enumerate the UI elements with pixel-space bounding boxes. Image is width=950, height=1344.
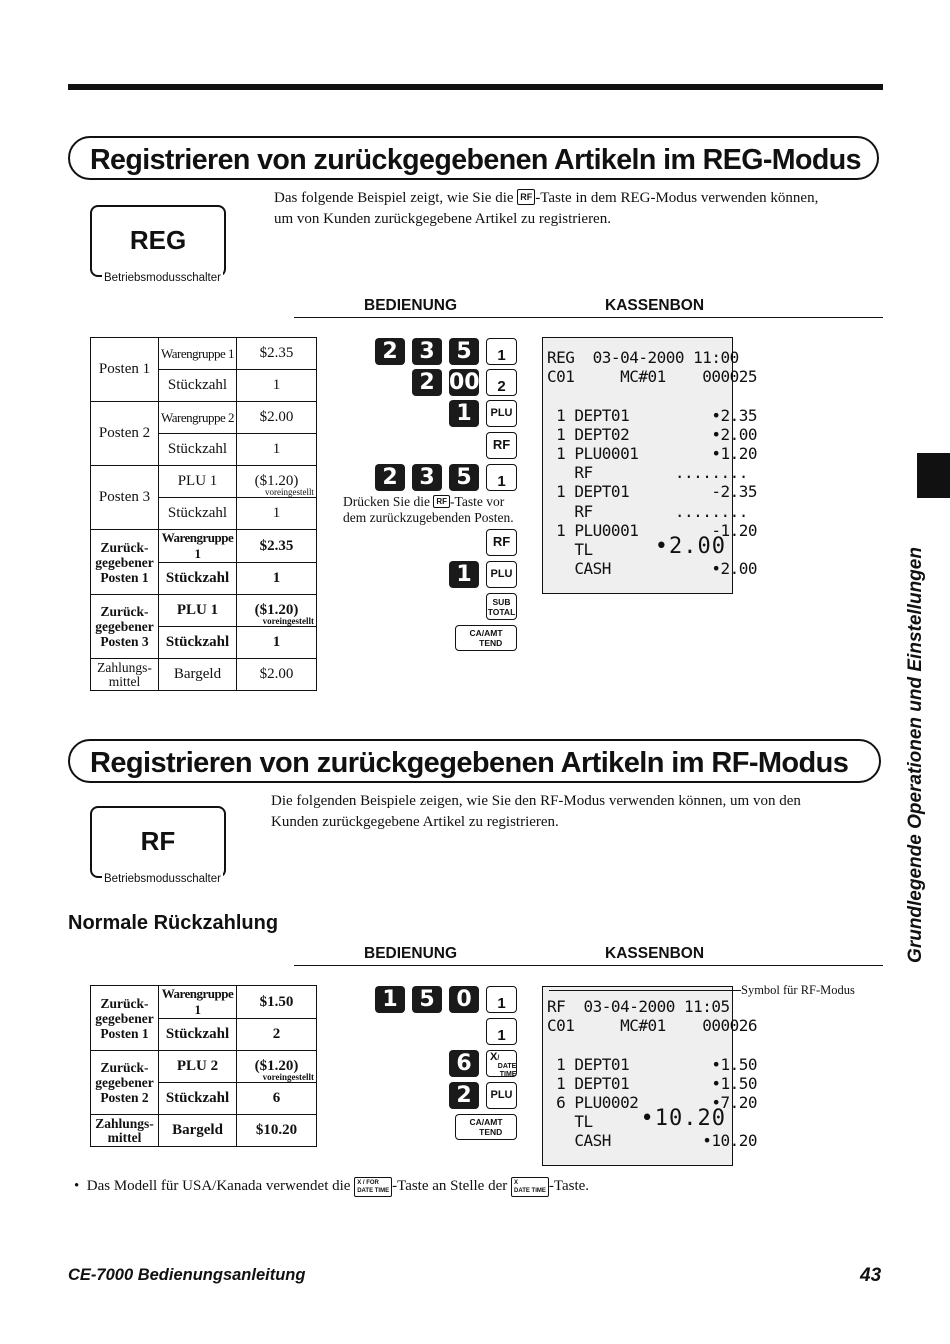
preset-note: voreingestellt <box>262 616 314 626</box>
table-cell: Posten 3 <box>91 466 159 530</box>
page-number: 43 <box>860 1265 882 1286</box>
key-text: DATE TIME <box>357 1188 390 1194</box>
price: ($1.20) <box>254 602 299 618</box>
table-cell: 6 <box>237 1083 317 1115</box>
receipt-line: RF ........ <box>547 501 748 521</box>
key-text: TIME <box>499 1071 517 1078</box>
cell-text: Posten 3 <box>100 634 149 649</box>
chapter-sidebar-label <box>896 510 936 1000</box>
subheading: Normale Rückzahlung <box>68 912 279 934</box>
subtotal-key[interactable] <box>486 593 517 620</box>
receipt-line: 1 DEPT01 -2.35 <box>547 482 758 502</box>
multiply-date-time-key-inline <box>511 1177 549 1197</box>
note-text: dem zurückzugebenden Posten. <box>343 510 514 525</box>
key-2[interactable]: 2 <box>375 464 405 491</box>
key-text: AMT <box>484 1117 503 1127</box>
table-cell: Stückzahl <box>159 1083 237 1115</box>
cell-text: mittel <box>108 673 141 689</box>
key-3[interactable]: 3 <box>412 338 442 365</box>
key-text: DATE <box>497 1063 517 1070</box>
footnote-text: -Taste. <box>548 1178 590 1194</box>
table-cell: $1.50 <box>237 986 317 1019</box>
receipt-total: •2.00 <box>654 534 726 559</box>
dept-key-1[interactable]: 1 <box>486 986 517 1013</box>
price: ($1.20) <box>254 473 299 489</box>
table-cell: $2.35 <box>237 338 317 370</box>
table-cell: 1 <box>237 370 317 402</box>
key-5[interactable]: 5 <box>449 464 479 491</box>
receipt-line: 1 DEPT01 •1.50 <box>547 1054 758 1074</box>
top-rule <box>68 84 883 90</box>
table-cell: PLU 1 <box>159 595 237 627</box>
table-cell: PLU 2 <box>159 1051 237 1083</box>
key-text: TEND <box>479 1127 503 1137</box>
receipt-line: RF 03-04-2000 11:05 <box>547 997 730 1016</box>
table-cell <box>91 1051 159 1115</box>
key-2[interactable]: 2 <box>412 369 442 396</box>
table-cell <box>91 659 159 691</box>
chapter-tab-marker <box>917 453 950 498</box>
table-cell <box>237 1051 317 1083</box>
cell-text: gegebener <box>95 1010 154 1026</box>
key-6[interactable]: 6 <box>449 1050 479 1077</box>
section-title-rf <box>68 739 881 783</box>
plu-key[interactable]: PLU <box>486 400 517 427</box>
rf-key[interactable]: RF <box>486 432 517 459</box>
cell-text: Zurück- <box>100 539 149 555</box>
receipt-line: CASH •10.20 <box>547 1131 758 1151</box>
intro-text: um von Kunden zurückgegebene Artikel zu registrieren. <box>274 211 611 227</box>
table-cell <box>91 1115 159 1147</box>
cash-amount-tender-key[interactable]: CA/AMT TEND <box>455 625 517 651</box>
receipt-line: C01 MC#01 000026 <box>547 1016 758 1036</box>
table-cell: 1 <box>237 563 317 595</box>
table-cell: Posten 1 <box>91 338 159 402</box>
receipt-line: 6 PLU0002 •7.20 <box>547 1093 758 1112</box>
divider <box>294 317 883 318</box>
intro-text: -Taste in dem REG-Modus verwenden können, <box>535 190 819 206</box>
receipt-line: TL <box>547 1112 593 1132</box>
table-cell: 1 <box>237 498 317 530</box>
table-cell: Warengruppe 1 <box>159 986 237 1019</box>
table-cell <box>91 595 159 659</box>
cell-text: gegebener <box>95 1075 154 1090</box>
key-5[interactable]: 5 <box>449 338 479 365</box>
key-text: AMT <box>484 628 503 638</box>
key-2[interactable]: 2 <box>449 1082 479 1109</box>
table-cell: PLU 1 <box>159 466 237 498</box>
receipt-line: TL <box>547 540 593 559</box>
col-head-operation: BEDIENUNG <box>364 297 458 314</box>
rf-key-inline: RF <box>517 189 535 205</box>
footnote-text: Das Modell für USA/Kanada verwendet die <box>86 1178 351 1194</box>
note-text: -Taste vor <box>450 494 505 509</box>
example-table-reg <box>90 337 317 691</box>
col-head-receipt: KASSENBON <box>605 945 705 962</box>
receipt-line: C01 MC#01 000025 <box>547 367 758 387</box>
table-cell: Warengruppe 2 <box>159 402 237 434</box>
mode-switch-reg <box>90 205 226 284</box>
table-cell: Stückzahl <box>159 434 237 466</box>
receipt-line: CASH •2.00 <box>547 559 758 579</box>
rf-key-note <box>343 494 533 526</box>
receipt-rf <box>542 986 758 1166</box>
cell-text: Posten 2 <box>100 1090 149 1105</box>
table-cell: Posten 2 <box>91 402 159 466</box>
table-cell: $2.00 <box>237 402 317 434</box>
cell-text: gegebener <box>95 554 154 570</box>
cell-text: gegebener <box>95 619 154 634</box>
divider <box>294 965 883 966</box>
multiply-for-key-inline <box>354 1177 392 1197</box>
table-cell: Stückzahl <box>159 627 237 659</box>
table-cell: Warengruppe 1 <box>159 530 237 563</box>
key-1[interactable]: 1 <box>449 400 479 427</box>
plu-key[interactable]: PLU <box>486 561 517 588</box>
rf-symbol-leader <box>549 990 741 991</box>
intro-text: Die folgenden Beispiele zeigen, wie Sie den RF-Modus verwenden können, um von den <box>271 793 801 809</box>
mode-switch-rf <box>90 806 226 885</box>
key-1[interactable]: 1 <box>449 561 479 588</box>
sidebar-text: Grundlegende Operationen und Einstellungen <box>905 547 926 963</box>
key-3[interactable]: 3 <box>412 464 442 491</box>
table-cell: 2 <box>237 1019 317 1051</box>
table-cell <box>91 986 159 1051</box>
key-text: TOTAL <box>487 607 516 617</box>
table-cell: Stückzahl <box>159 498 237 530</box>
cell-text: Zahlungs- <box>97 659 152 675</box>
key-2[interactable]: 2 <box>375 338 405 365</box>
dept-key-1[interactable]: 1 <box>486 338 517 365</box>
footnote-text: -Taste an Stelle der <box>392 1178 508 1194</box>
table-cell: 1 <box>237 627 317 659</box>
section-title-reg <box>68 136 879 180</box>
bullet: • <box>74 1178 80 1194</box>
manual-title: CE-7000 Bedienungsanleitung <box>68 1266 306 1284</box>
intro-paragraph <box>271 791 881 833</box>
cell-text: mittel <box>107 1129 142 1145</box>
table-cell <box>237 595 317 627</box>
section-title-text: Registrieren von zurückgegebenen Artikeln im REG-Modus <box>90 144 861 176</box>
preset-note: voreingestellt <box>262 1072 314 1082</box>
key-text: X <box>490 1051 498 1063</box>
receipt-line: 1 PLU0001 -1.20 <box>547 520 758 540</box>
receipt-line: REG 03-04-2000 11:00 <box>547 348 739 367</box>
table-cell <box>91 530 159 595</box>
rf-symbol-note: Symbol für RF-Modus <box>741 983 855 997</box>
key-text: DATE TIME <box>513 1188 546 1194</box>
table-cell: Warengruppe 1 <box>159 338 237 370</box>
cell-text: Zurück- <box>100 604 149 619</box>
intro-paragraph <box>274 188 874 230</box>
key-text: SUB <box>492 597 511 607</box>
key-5[interactable]: 5 <box>412 986 442 1013</box>
cell-text: Zahlungs- <box>95 1115 154 1131</box>
table-cell: Bargeld <box>159 659 237 691</box>
mode-label: REG <box>129 225 187 255</box>
dept-key-2[interactable]: 2 <box>486 369 517 396</box>
rf-key-inline: RF <box>433 495 450 508</box>
table-cell: Bargeld <box>159 1115 237 1147</box>
multiply-date-time-key[interactable]: X/ DATE TIME <box>486 1050 517 1077</box>
receipt-line: RF ........ <box>547 463 748 483</box>
dept-key-1[interactable]: 1 <box>486 464 517 491</box>
table-cell: 1 <box>237 434 317 466</box>
cash-amount-tender-key[interactable]: CA/AMT TEND <box>455 1114 517 1140</box>
table-cell: $2.00 <box>237 659 317 691</box>
cell-text: Posten 1 <box>100 1025 149 1041</box>
price: ($1.20) <box>254 1058 299 1074</box>
receipt-line: 1 DEPT01 •2.35 <box>547 405 758 425</box>
footnote <box>74 1176 714 1197</box>
col-head-receipt: KASSENBON <box>605 297 705 314</box>
receipt-line: 1 PLU0001 •1.20 <box>547 444 758 463</box>
rf-key[interactable]: RF <box>486 529 517 556</box>
cell-text: Posten 1 <box>100 569 149 585</box>
key-text: TEND <box>479 638 503 648</box>
receipt-reg <box>542 337 758 594</box>
key-00[interactable]: 00 <box>449 370 480 395</box>
mode-label: RF <box>140 826 176 856</box>
table-cell: Stückzahl <box>159 370 237 402</box>
receipt-total: •10.20 <box>640 1106 726 1132</box>
table-cell: $10.20 <box>237 1115 317 1147</box>
preset-note: voreingestellt <box>265 487 314 497</box>
key-text: X / FOR <box>357 1180 379 1186</box>
plu-key[interactable]: PLU <box>486 1082 517 1109</box>
key-1[interactable]: 1 <box>375 986 405 1013</box>
key-0[interactable]: 0 <box>449 986 479 1013</box>
table-cell: Stückzahl <box>159 1019 237 1051</box>
note-text: Drücken Sie die <box>343 494 430 509</box>
key-text: X <box>513 1180 518 1186</box>
receipt-line: 1 DEPT02 •2.00 <box>547 424 758 444</box>
cell-text: Zurück- <box>100 995 149 1011</box>
col-head-operation: BEDIENUNG <box>364 945 458 962</box>
dept-key-1[interactable]: 1 <box>486 1018 517 1045</box>
section-title-text: Registrieren von zurückgegebenen Artikeln im RF-Modus <box>90 747 849 779</box>
key-text: CA <box>469 628 482 638</box>
mode-caption: Betriebsmodusschalter <box>104 272 221 284</box>
intro-text: Kunden zurückgegebene Artikel zu registrieren. <box>271 814 559 830</box>
mode-caption: Betriebsmodusschalter <box>104 873 221 885</box>
example-table-rf <box>90 985 317 1147</box>
receipt-line: 1 DEPT01 •1.50 <box>547 1073 758 1093</box>
table-cell <box>237 466 317 498</box>
intro-text: Das folgende Beispiel zeigt, wie Sie die <box>274 190 514 206</box>
key-text: CA <box>469 1117 482 1127</box>
table-cell: Stückzahl <box>159 563 237 595</box>
table-cell: $2.35 <box>237 530 317 563</box>
cell-text: Zurück- <box>100 1060 149 1075</box>
